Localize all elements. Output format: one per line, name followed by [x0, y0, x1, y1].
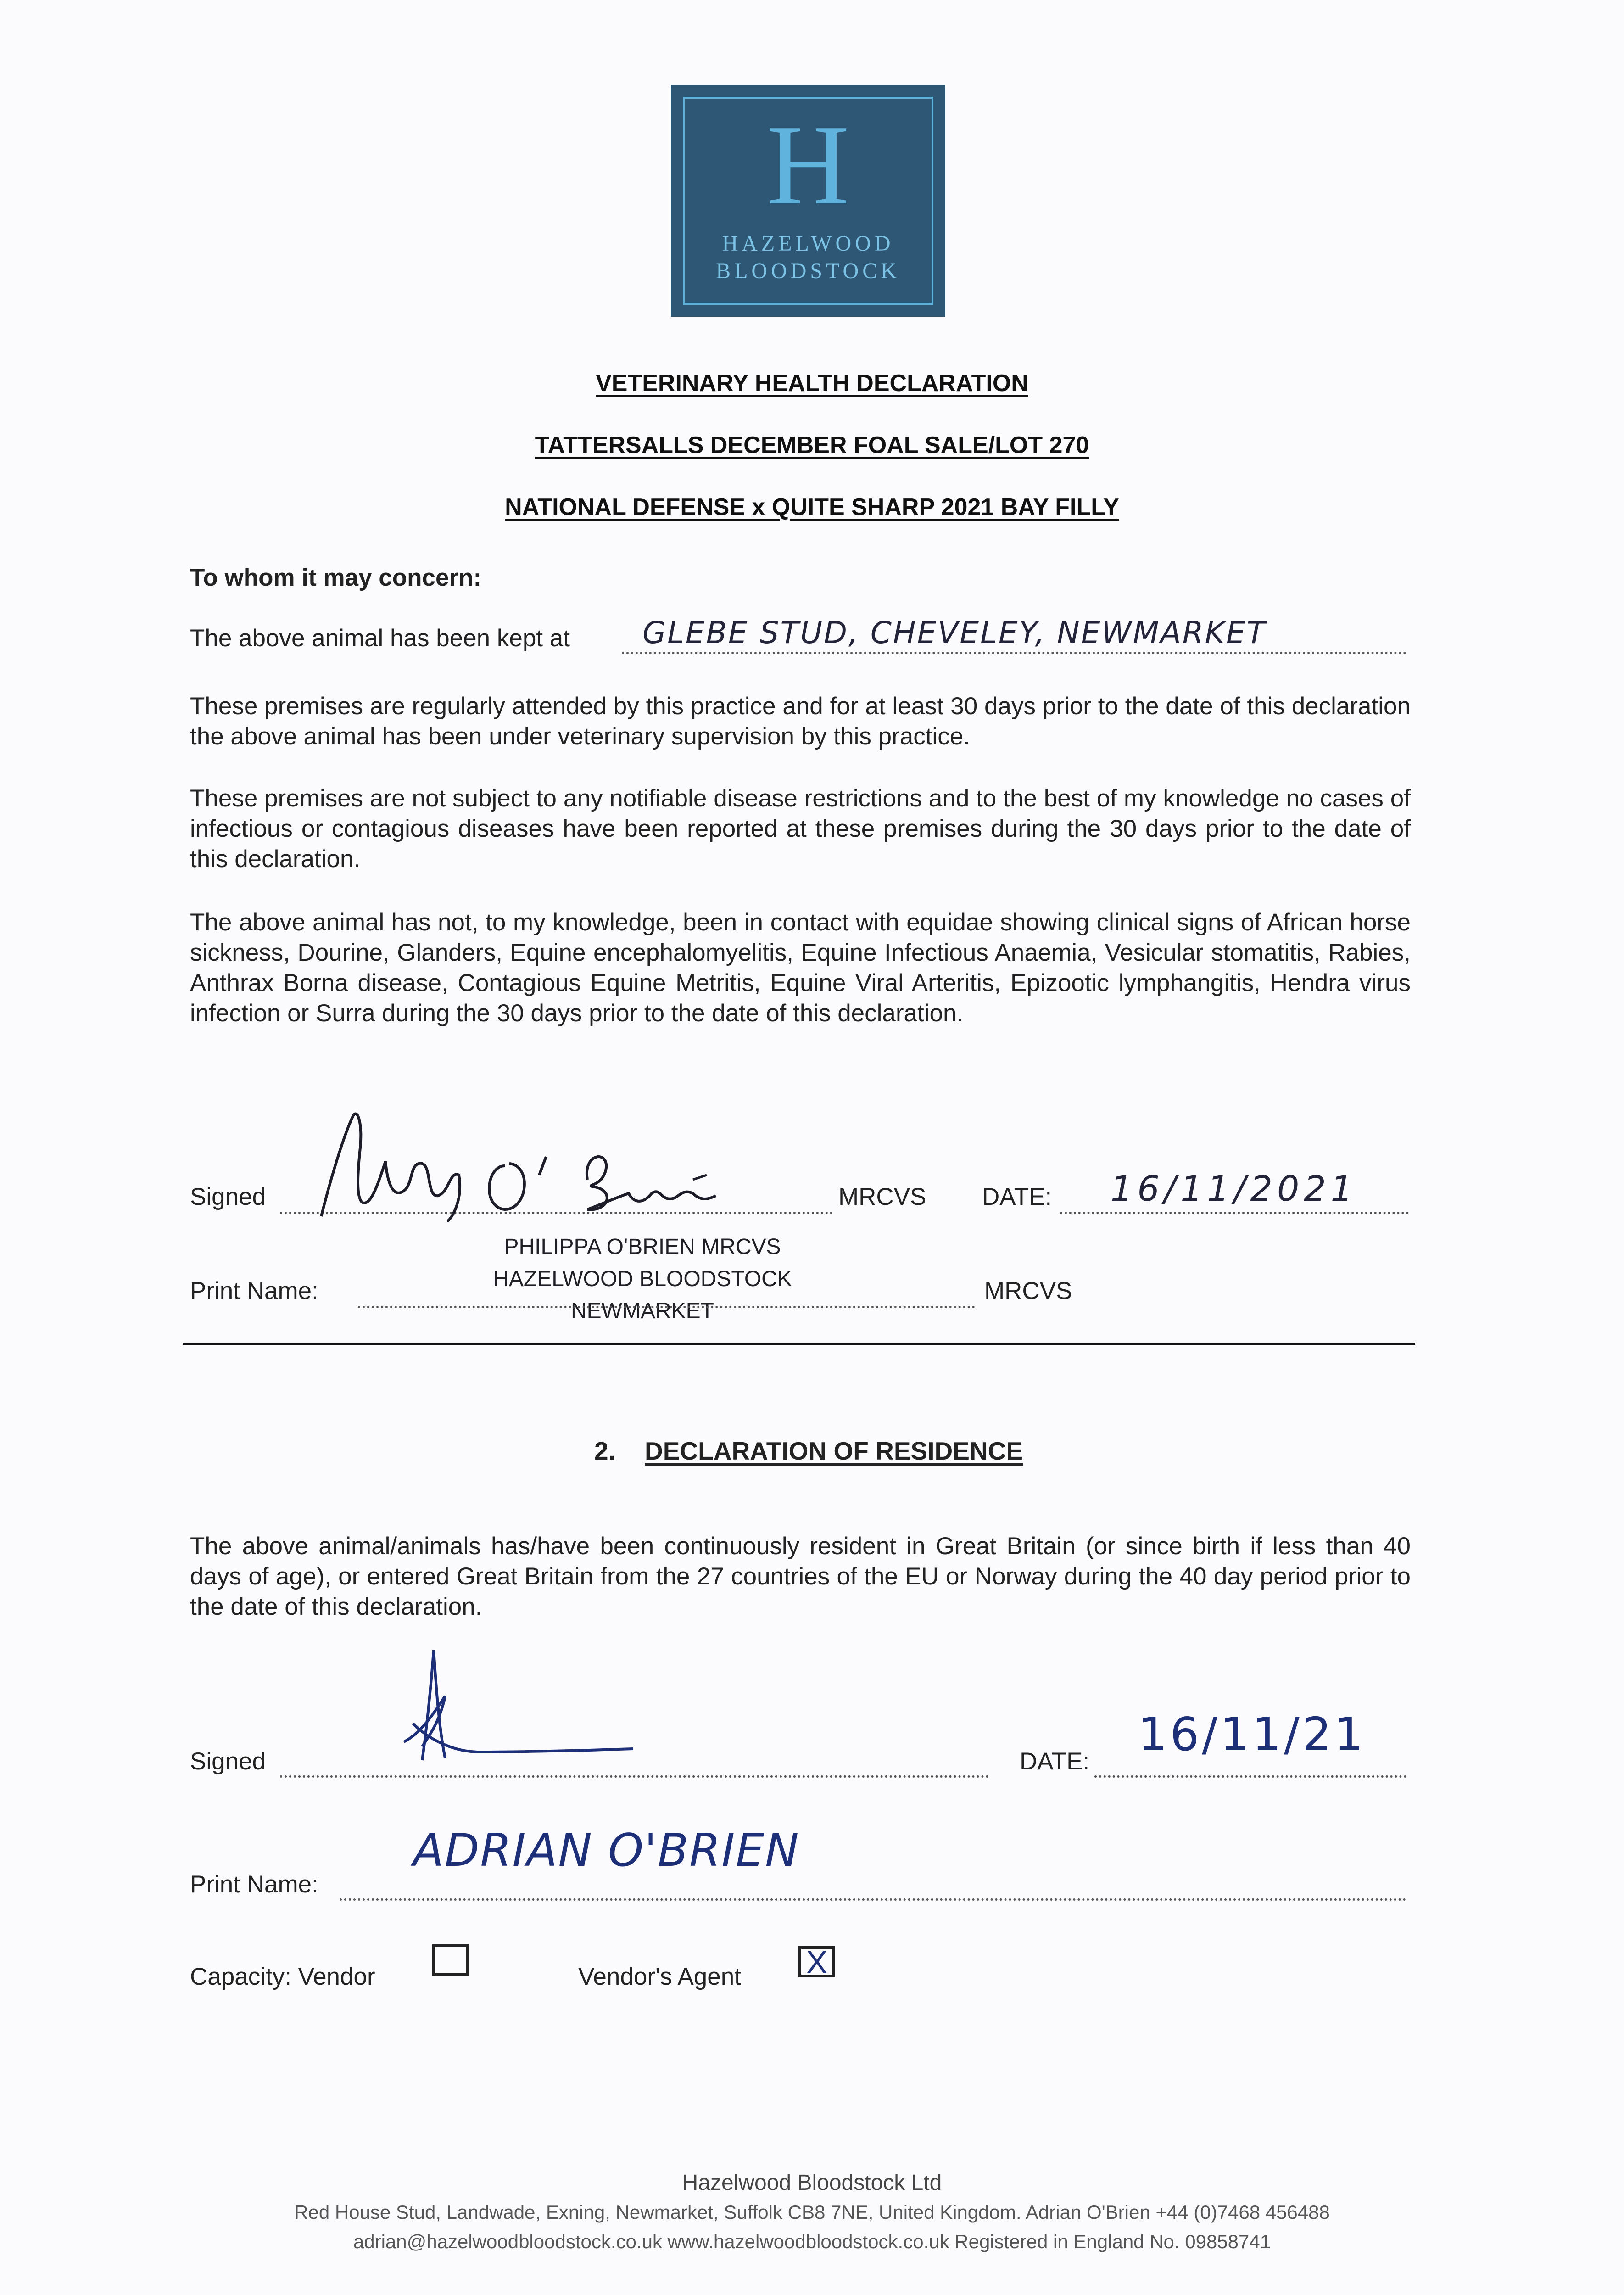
vendor-print-name-label: Print Name: [190, 1871, 318, 1898]
company-logo [671, 85, 945, 317]
vendor-date-value: 16/11/21 [1138, 1707, 1367, 1761]
document-title: VETERINARY HEALTH DECLARATION [596, 370, 1028, 397]
capacity-vendor-label: Capacity: Vendor [190, 1963, 375, 1990]
vet-signed-label: Signed [190, 1183, 266, 1210]
vendor-checkbox[interactable] [432, 1944, 469, 1976]
kept-at-line [622, 652, 1406, 654]
vet-print-name-label: Print Name: [190, 1277, 318, 1304]
kept-at-label: The above animal has been kept at [190, 625, 570, 652]
footer-address: Red House Stud, Landwade, Exning, Newmarket, Suffolk CB8 7NE, United Kingdom. Adrian O'Brien +44 (0)7468 456488 [294, 2201, 1330, 2223]
logo-line-2: BLOODSTOCK [716, 259, 900, 283]
vet-mrcvs-label: MRCVS [838, 1183, 926, 1210]
paragraph-restrictions: These premises are not subject to any notifiable disease restrictions and to the best of my knowledge no cases of infectious or contagious diseases have been reported at these premises during the 30 days prior to the date of this declaration. [190, 785, 1411, 873]
animal-heading: NATIONAL DEFENSE x QUITE SHARP 2021 BAY FILLY [505, 494, 1119, 521]
vet-signature [312, 1106, 817, 1226]
vet-print-name-line [358, 1306, 975, 1308]
vendor-date-line [1094, 1775, 1406, 1778]
footer-company: Hazelwood Bloodstock Ltd [682, 2171, 942, 2195]
vet-print-mrcvs-label: MRCVS [984, 1277, 1072, 1304]
paragraph-residence: The above animal/animals has/have been continuously resident in Great Britain (or since birth if less than 40 days of age), or entered Great Britain from the 27 countries of the EU or Norway during the 40 day period prior to the date of this declaration. [190, 1533, 1411, 1620]
footer-contact: adrian@hazelwoodbloodstock.co.uk www.hazelwoodbloodstock.co.uk Registered in England No. 09858741 [353, 2231, 1271, 2252]
paragraph-diseases: The above animal has not, to my knowledge, been in contact with equidae showing clinical signs of African horse sickness, Dourine, Glanders, Equine encephalomyelitis, Equine Infectious Anaemia, Vesicular stomatitis, Rabies, Anthrax Borna disease, Contagious Equine Metritis, Equine Viral Arteritis, Epizootic lymphangitis, Hendra virus infection or Surra during the 30 days prior to the date of this declaration. [190, 909, 1411, 1027]
vendor-agent-check-mark: X [806, 1944, 828, 1980]
vet-stamp-line-1: PHILIPPA O'BRIEN MRCVS [504, 1235, 781, 1259]
logo-letter: H [766, 101, 850, 229]
vet-date-line [1060, 1212, 1409, 1214]
section-2-title: DECLARATION OF RESIDENCE [645, 1437, 1023, 1465]
vendor-signature-line [280, 1775, 989, 1778]
section-divider [183, 1343, 1415, 1345]
sale-heading: TATTERSALLS DECEMBER FOAL SALE/LOT 270 [535, 432, 1089, 459]
vendor-agent-label: Vendor's Agent [578, 1963, 741, 1990]
vendor-agent-checkbox[interactable] [798, 1944, 835, 1980]
vendor-print-name-line [340, 1898, 1406, 1901]
vet-stamp-line-2: HAZELWOOD BLOODSTOCK [493, 1267, 792, 1291]
vendor-date-label: DATE: [1020, 1748, 1090, 1775]
vet-stamp-line-3: NEWMARKET [571, 1299, 714, 1323]
vet-date-value: 16/11/2021 [1111, 1168, 1358, 1209]
vendor-signature [395, 1646, 652, 1765]
section-2-number: 2. [594, 1437, 615, 1465]
vet-date-label: DATE: [982, 1183, 1052, 1210]
salutation: To whom it may concern: [190, 564, 482, 591]
paragraph-supervision: These premises are regularly attended by this practice and for at least 30 days prior to the date of this declaration the above animal has been under veterinary supervision by this practice. [190, 693, 1411, 750]
logo-line-1: HAZELWOOD [722, 231, 894, 256]
vendor-signed-label: Signed [190, 1748, 266, 1775]
vendor-print-name-value: ADRIAN O'BRIEN [413, 1825, 800, 1877]
kept-at-value: GLEBE STUD, CHEVELEY, NEWMARKET [642, 615, 1267, 650]
